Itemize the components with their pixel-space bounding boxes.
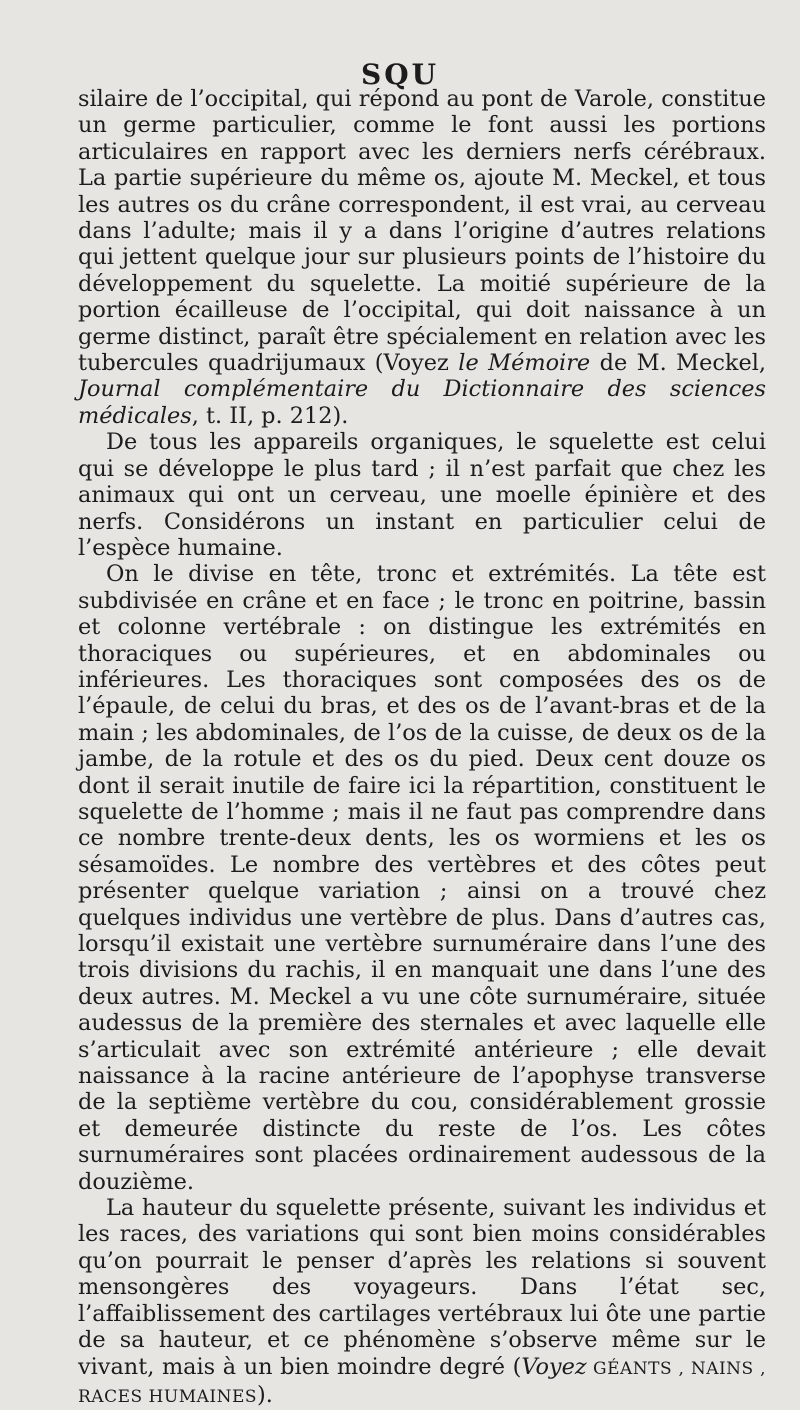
p4-cross-references: GÉANTS , NAINS , RACES HUMAINES — [78, 1358, 766, 1407]
paragraph-1 — [78, 86, 766, 429]
p1-italic-memoire: le Mémoire — [458, 350, 591, 377]
p4-italic-voyez: Voyez — [521, 1353, 587, 1380]
p1-italic-journal: Journal complémentaire du Dictionnaire des sciences médicales — [78, 376, 766, 429]
paragraph-4 — [78, 1195, 766, 1410]
running-header: SQU — [360, 58, 440, 91]
paragraph-3: On le divise en tête, tronc et extrémités. La tête est subdivisée en crâne et en face ; le tronc en poitrine, bassin et colonne vertébrale : on distingue les extrémités en thoraciques ou supérieures, et en abdominales ou inférieures. Les thoraciques sont composées des os de l’épaule, de celui du bras, et des os de l’avant-bras et de la main ; les abdominales, de l’os de la cuisse, de deux os de la jambe, de la rotule et des os du pied. Deux cent douze os dont il serait inutile de faire ici la répartition, constituent le squelette de l’homme ; mais il ne faut pas comprendre dans ce nombre trente-deux dents, les os wormiens et les os sésamoïdes. Le nombre des vertèbres et des côtes peut présenter quelque variation ; ainsi on a trouvé chez quelques individus une vertèbre de plus. Dans d’autres cas, lorsqu’il existait une vertèbre surnuméraire dans l’une des trois divisions du rachis, il en manquait une dans l’une des deux autres. M. Meckel a vu une côte surnuméraire, située audessus de la première des sternales et avec laquelle elle s’articulait avec son extrémité antérieure ; elle devait naissance à la racine antérieure de l’apophyse transverse de la septième vertèbre du cou, considérablement grossie et demeurée distincte du reste de l’os. Les côtes surnuméraires sont placées ordinairement audessous de la douzième. — [78, 561, 766, 1195]
p1-text-b: de M. Meckel, — [590, 350, 766, 377]
paragraph-2: De tous les appareils organiques, le squelette est celui qui se développe le plus tard ; il n’est parfait que chez les animaux qui ont un cerveau, une moelle épinière et des nerfs. Considérons un instant en particulier celui de l’espèce humaine. — [78, 429, 766, 561]
p4-text-a: La hauteur du squelette présente, suivant les individus et les races, des variations qui sont bien moins considérables qu’on pourrait le penser d’après les relations si souvent mensongères des voyageurs. Dans l’état sec, l’affaiblissement des cartilages vertébraux lui ôte une partie de sa hauteur, et ce phénomène s’observe même sur le vivant, mais à un bien moindre degré ( — [78, 1195, 766, 1380]
p4-text-end: ). — [257, 1381, 273, 1408]
p1-text-c: , t. II, p. 212). — [191, 402, 349, 429]
p1-text-a: silaire de l’occipital, qui répond au pont de Varole, constitue un germe particulier, comme le font aussi les portions articulaires en rapport avec les derniers nerfs cérébraux. La partie supérieure du même os, ajoute M. Meckel, et tous les autres os du crâne correspondent, il est vrai, au cerveau dans l’adulte; mais il y a dans l’origine d’autres relations qui jettent quelque jour sur plusieurs points de l’histoire du développement du squelette. La moitié supérieure de la portion écailleuse de l’occipital, qui doit naissance à un germe distinct, paraît être spécialement en relation avec les tubercules quadrijumaux (Voyez — [78, 86, 766, 377]
body-text — [78, 86, 766, 1410]
